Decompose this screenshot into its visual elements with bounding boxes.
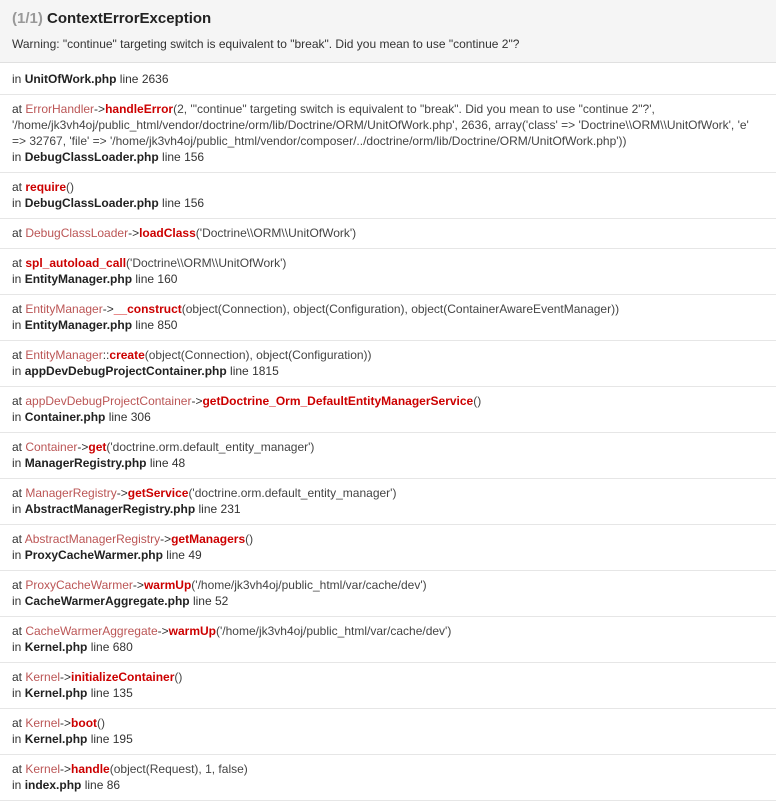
page-title	[12, 10, 764, 28]
trace-call-line	[12, 761, 764, 777]
trace-file-name: Kernel.php	[24, 732, 88, 746]
line-keyword: line	[158, 196, 185, 210]
trace-arrow: ->	[60, 716, 72, 730]
in-keyword: in	[12, 640, 25, 654]
trace-line-number: 680	[112, 640, 133, 654]
table-row	[0, 63, 776, 95]
trace-call-line	[12, 225, 764, 241]
trace-line-number: 306	[130, 410, 151, 424]
table-row	[0, 663, 776, 709]
trace-arguments: ()	[245, 532, 254, 546]
in-keyword: in	[12, 686, 25, 700]
in-keyword: in	[12, 778, 25, 792]
table-row	[0, 387, 776, 433]
trace-arguments: ()	[473, 394, 482, 408]
line-keyword: line	[116, 72, 142, 86]
trace-arrow: ->	[132, 578, 144, 592]
at-keyword: at	[12, 486, 26, 500]
at-keyword: at	[12, 256, 26, 270]
trace-arrow: ->	[191, 394, 203, 408]
trace-location-line	[12, 363, 764, 379]
trace-class-name: DebugClassLoader	[25, 226, 129, 240]
exception-message: Warning: "continue" targeting switch is equivalent to "break". Did you mean to use "continue 2"?	[12, 37, 520, 51]
trace-class-name: Kernel	[25, 670, 61, 684]
trace-method-name: warmUp	[168, 624, 216, 638]
table-row	[0, 249, 776, 295]
line-keyword: line	[189, 594, 215, 608]
at-keyword: at	[12, 302, 26, 316]
exception-name: ContextErrorException	[47, 10, 212, 27]
at-keyword: at	[12, 440, 26, 454]
trace-arguments: ()	[97, 716, 106, 730]
trace-location-line	[12, 685, 764, 701]
at-keyword: at	[12, 762, 26, 776]
trace-arguments: (object(Connection), object(Configuration), object(ContainerAwareEventManager))	[181, 302, 620, 316]
trace-method-name: __construct	[113, 302, 182, 316]
line-keyword: line	[162, 548, 189, 562]
trace-line-number: 135	[112, 686, 133, 700]
exception-counter: (1/1)	[12, 10, 43, 27]
trace-call-line	[12, 393, 764, 409]
trace-call-line	[12, 347, 764, 363]
trace-arrow: ->	[116, 486, 128, 500]
line-keyword: line	[195, 502, 221, 516]
trace-method-name: require	[25, 180, 67, 194]
line-keyword: line	[226, 364, 253, 378]
trace-location-line	[12, 71, 764, 87]
trace-location-line	[12, 271, 764, 287]
at-keyword: at	[12, 180, 26, 194]
trace-arrow: ->	[60, 762, 72, 776]
trace-call-line	[12, 179, 764, 195]
trace-method-name: handle	[71, 762, 110, 776]
in-keyword: in	[12, 364, 25, 378]
in-keyword: in	[12, 72, 25, 86]
trace-line-number: 49	[188, 548, 202, 562]
trace-location-line	[12, 455, 764, 471]
in-keyword: in	[12, 732, 25, 746]
trace-arguments: ('doctrine.orm.default_entity_manager')	[188, 486, 397, 500]
line-keyword: line	[87, 640, 113, 654]
trace-arguments: ('/home/jk3vh4oj/public_html/var/cache/dev')	[191, 578, 427, 592]
at-keyword: at	[12, 102, 26, 116]
trace-location-line	[12, 593, 764, 609]
trace-file-name: ProxyCacheWarmer.php	[24, 548, 163, 562]
trace-arguments: ('Doctrine\\ORM\\UnitOfWork')	[126, 256, 287, 270]
trace-line-number: 156	[184, 196, 205, 210]
trace-arrow: ->	[94, 102, 106, 116]
trace-location-line	[12, 149, 764, 165]
trace-location-line	[12, 777, 764, 793]
trace-call-line	[12, 101, 764, 149]
trace-arguments: ('Doctrine\\ORM\\UnitOfWork')	[195, 226, 357, 240]
in-keyword: in	[12, 410, 25, 424]
table-row	[0, 755, 776, 801]
table-row	[0, 571, 776, 617]
trace-call-line	[12, 485, 764, 501]
trace-class-name: EntityManager	[25, 302, 103, 316]
table-row	[0, 433, 776, 479]
trace-class-name: ProxyCacheWarmer	[25, 578, 133, 592]
at-keyword: at	[12, 578, 26, 592]
table-row	[0, 479, 776, 525]
trace-arrow: ->	[157, 624, 169, 638]
trace-file-name: Kernel.php	[24, 640, 88, 654]
at-keyword: at	[12, 394, 26, 408]
trace-arguments: ()	[66, 180, 75, 194]
trace-method-name: getDoctrine_Orm_DefaultEntityManagerService	[202, 394, 474, 408]
trace-file-name: Container.php	[24, 410, 106, 424]
table-row	[0, 709, 776, 755]
trace-file-name: ManagerRegistry.php	[24, 456, 147, 470]
line-keyword: line	[132, 272, 158, 286]
trace-call-line	[12, 255, 764, 271]
trace-file-name: EntityManager.php	[24, 272, 133, 286]
trace-call-line	[12, 623, 764, 639]
in-keyword: in	[12, 548, 25, 562]
in-keyword: in	[12, 196, 25, 210]
trace-line-number: 231	[220, 502, 241, 516]
line-keyword: line	[146, 456, 172, 470]
trace-method-name: initializeContainer	[71, 670, 175, 684]
trace-arguments: (object(Connection), object(Configuration))	[144, 348, 372, 362]
in-keyword: in	[12, 456, 25, 470]
trace-arrow: ->	[160, 532, 172, 546]
trace-class-name: Kernel	[25, 716, 61, 730]
at-keyword: at	[12, 348, 26, 362]
trace-method-name: getService	[127, 486, 189, 500]
at-keyword: at	[12, 624, 26, 638]
trace-class-name: Container	[25, 440, 78, 454]
trace-method-name: getManagers	[171, 532, 246, 546]
trace-class-name: EntityManager	[25, 348, 103, 362]
trace-arguments: ('doctrine.orm.default_entity_manager')	[106, 440, 315, 454]
trace-file-name: appDevDebugProjectContainer.php	[24, 364, 227, 378]
in-keyword: in	[12, 150, 25, 164]
trace-class-name: appDevDebugProjectContainer	[25, 394, 192, 408]
trace-call-line	[12, 669, 764, 685]
line-keyword: line	[87, 732, 113, 746]
trace-class-name: ManagerRegistry	[25, 486, 117, 500]
at-keyword: at	[12, 532, 25, 546]
trace-arguments: ()	[174, 670, 183, 684]
trace-call-line	[12, 531, 764, 547]
trace-call-line	[12, 301, 764, 317]
trace-line-number: 850	[157, 318, 178, 332]
in-keyword: in	[12, 502, 25, 516]
trace-call-line	[12, 715, 764, 731]
trace-class-name: ErrorHandler	[25, 102, 95, 116]
trace-file-name: CacheWarmerAggregate.php	[24, 594, 190, 608]
trace-file-name: DebugClassLoader.php	[24, 150, 159, 164]
trace-arguments: ('/home/jk3vh4oj/public_html/var/cache/dev')	[215, 624, 452, 638]
trace-line-number: 195	[112, 732, 133, 746]
trace-class-name: AbstractManagerRegistry	[24, 532, 161, 546]
table-row	[0, 525, 776, 571]
at-keyword: at	[12, 226, 26, 240]
exception-header	[0, 0, 776, 62]
line-keyword: line	[132, 318, 158, 332]
trace-method-name: boot	[71, 716, 98, 730]
line-keyword: line	[87, 686, 113, 700]
in-keyword: in	[12, 272, 25, 286]
trace-location-line	[12, 731, 764, 747]
trace-location-line	[12, 409, 764, 425]
line-keyword: line	[81, 778, 107, 792]
trace-call-line	[12, 439, 764, 455]
table-row	[0, 95, 776, 173]
in-keyword: in	[12, 318, 25, 332]
at-keyword: at	[12, 716, 26, 730]
trace-line-number: 48	[171, 456, 186, 470]
table-row	[0, 219, 776, 249]
trace-file-name: EntityManager.php	[24, 318, 133, 332]
trace-line-number: 156	[184, 150, 205, 164]
table-row	[0, 295, 776, 341]
trace-file-name: DebugClassLoader.php	[24, 196, 159, 210]
trace-arrow: ->	[60, 670, 72, 684]
trace-arrow: ->	[77, 440, 89, 454]
line-keyword: line	[105, 410, 131, 424]
table-row	[0, 173, 776, 219]
trace-call-line	[12, 577, 764, 593]
trace-method-name: handleError	[105, 102, 174, 116]
trace-location-line	[12, 501, 764, 517]
trace-location-line	[12, 317, 764, 333]
trace-line-number: 160	[157, 272, 178, 286]
trace-line-number: 86	[106, 778, 121, 792]
trace-line-number: 2636	[141, 72, 169, 86]
at-keyword: at	[12, 670, 26, 684]
trace-class-name: CacheWarmerAggregate	[25, 624, 158, 638]
trace-method-name: get	[88, 440, 107, 454]
trace-file-name: index.php	[24, 778, 82, 792]
trace-method-name: warmUp	[143, 578, 192, 592]
trace-method-name: loadClass	[139, 226, 196, 240]
trace-line-number: 1815	[252, 364, 279, 378]
in-keyword: in	[12, 594, 25, 608]
line-keyword: line	[158, 150, 185, 164]
trace-arrow: ->	[102, 302, 114, 316]
stack-trace-list	[0, 62, 776, 801]
trace-arguments: (2, '"continue" targeting switch is equivalent to "break". Did you mean to use "continue 2"?', '/home/jk3vh4oj/public_html/vendor/doctrine/orm/lib/Doctrine/ORM/UnitOfWork.php', 2636, array('class' => 'Doctrine\\ORM\\UnitOfWork', 'e' => 32767, 'file' => '/home/jk3vh4oj/public_html/vendor/composer/../doctrine/orm/lib/Doctrine/ORM/UnitOfWork.php'))	[12, 102, 749, 148]
table-row	[0, 617, 776, 663]
trace-location-line	[12, 547, 764, 563]
trace-arrow: ->	[128, 226, 140, 240]
trace-location-line	[12, 639, 764, 655]
trace-location-line	[12, 195, 764, 211]
table-row	[0, 341, 776, 387]
trace-method-name: spl_autoload_call	[25, 256, 127, 270]
trace-method-name: create	[109, 348, 145, 362]
trace-arguments: (object(Request), 1, false)	[109, 762, 248, 776]
trace-line-number: 52	[214, 594, 229, 608]
trace-file-name: Kernel.php	[24, 686, 88, 700]
trace-class-name: Kernel	[25, 762, 61, 776]
trace-file-name: AbstractManagerRegistry.php	[24, 502, 196, 516]
trace-arrow: ::	[102, 348, 110, 362]
trace-file-name: UnitOfWork.php	[24, 72, 117, 86]
